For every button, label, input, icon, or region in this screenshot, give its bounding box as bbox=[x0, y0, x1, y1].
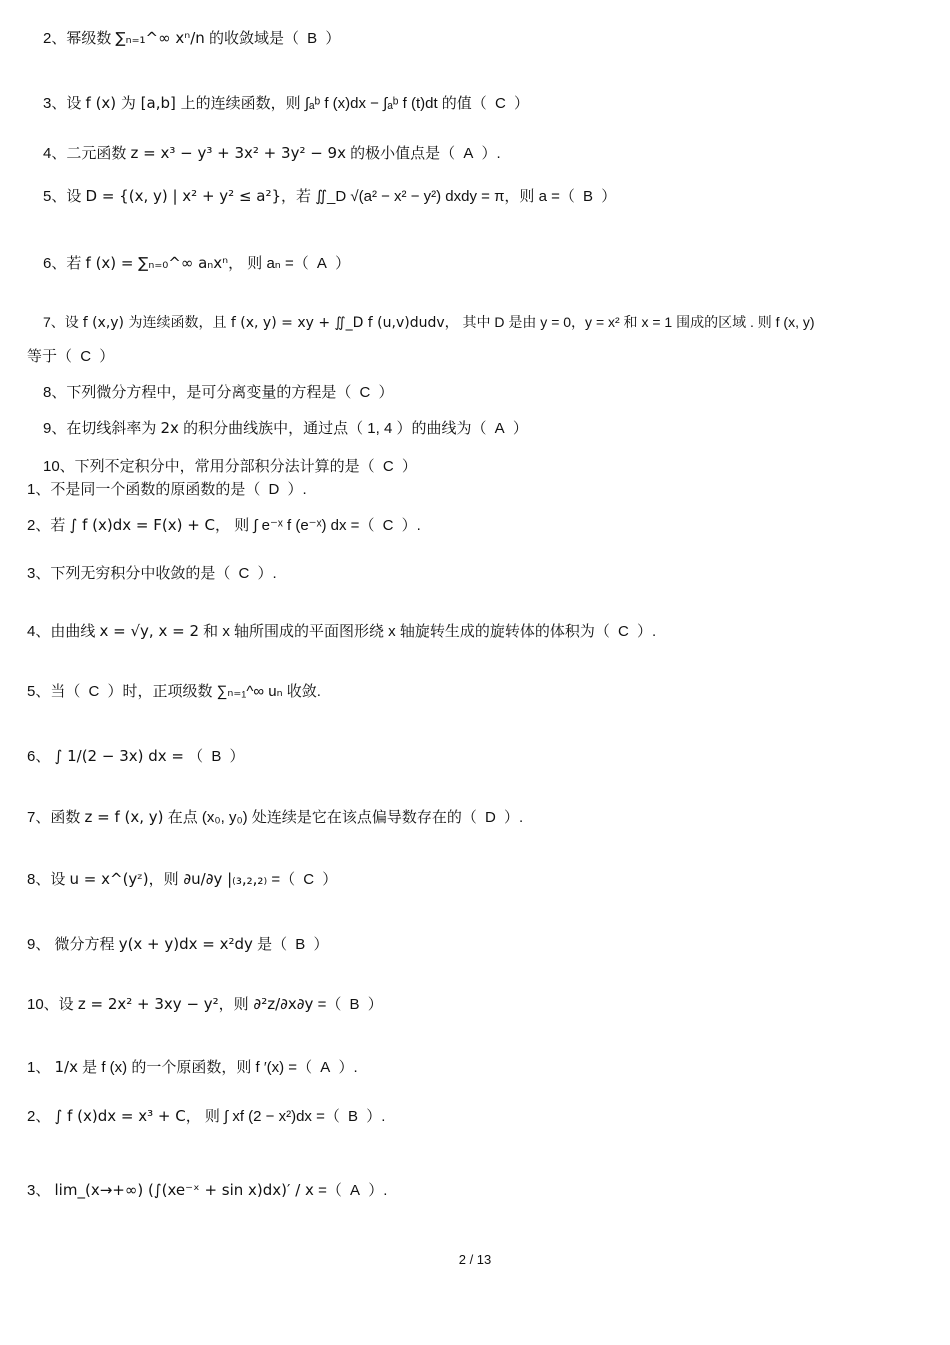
question-item: 5、设 D = {(x, y) | x² + y² ≤ a²}，若 ∬_D √(a² − x² − y²) dxdy = π，则 a =（ B ） bbox=[43, 187, 617, 205]
question-item: 6、若 f (x) = ∑ₙ₌₀^∞ aₙxⁿ， 则 aₙ =（ A ） bbox=[43, 254, 351, 272]
question-item: 10、下列不定积分中，常用分部积分法计算的是（ C ） bbox=[43, 458, 417, 475]
question-item: 2、幂级数 ∑ₙ₌₁^∞ xⁿ/n 的收敛域是（ B ） bbox=[43, 29, 341, 47]
question-item: 1、 1/x 是 f (x) 的一个原函数，则 f ′(x) =（ A ）. bbox=[27, 1058, 358, 1076]
page-number: 2 / 13 bbox=[458, 1252, 492, 1267]
question-item: 6、 ∫ 1/(2 − 3x) dx = （ B ） bbox=[27, 747, 245, 765]
question-item: 3、设 f (x) 为 [a,b] 上的连续函数，则 ∫ₐᵇ f (x)dx − ∫ₐᵇ f (t)dt 的值（ C ） bbox=[43, 94, 529, 112]
question-item: 8、设 u = x^(yᶻ)，则 ∂u/∂y |₍₃,₂,₂₎ =（ C ） bbox=[27, 870, 338, 888]
question-item: 4、由曲线 x = √y, x = 2 和 x 轴所围成的平面图形绕 x 轴旋转生成的旋转体的体积为（ C ）. bbox=[27, 622, 657, 640]
question-item: 9、在切线斜率为 2x 的积分曲线族中，通过点（ 1, 4 ）的曲线为（ A ） bbox=[43, 419, 528, 437]
question-item: 7、函数 z = f (x, y) 在点 (x₀, y₀) 处连续是它在该点偏导数存在的（ D ）. bbox=[27, 808, 524, 826]
question-item: 2、若 ∫ f (x)dx = F(x) + C， 则 ∫ e⁻ˣ f (e⁻ˣ) dx =（ C ）. bbox=[27, 516, 421, 534]
question-item: 3、 lim_(x→+∞) (∫(xe⁻ˣ + sin x)dx)′ / x =（ A ）. bbox=[27, 1181, 388, 1199]
question-item: 9、 微分方程 y(x + y)dx = x²dy 是（ B ） bbox=[27, 935, 329, 953]
question-item: 3、下列无穷积分中收敛的是（ C ）. bbox=[27, 565, 277, 582]
question-item: 4、二元函数 z = x³ − y³ + 3x² + 3y² − 9x 的极小值点是（ A ）. bbox=[43, 144, 501, 162]
question-item-continued: 等于（ C ） bbox=[27, 348, 115, 365]
question-item: 10、设 z = 2x² + 3xy − y²，则 ∂²z/∂x∂y =（ B ） bbox=[27, 995, 383, 1013]
question-item: 5、当（ C ）时，正项级数 ∑ₙ₌₁^∞ uₙ 收敛. bbox=[27, 683, 321, 700]
question-item: 8、下列微分方程中，是可分离变量的方程是（ C ） bbox=[43, 384, 394, 401]
question-item: 2、 ∫ f (x)dx = x³ + C， 则 ∫ xf (2 − x²)dx =（ B ）. bbox=[27, 1107, 386, 1125]
question-item: 7、设 f (x,y) 为连续函数，且 f (x, y) = xy + ∬_D f (u,v)dudv， 其中 D 是由 y = 0，y = x² 和 x = 1 围成的区域 . 则 f (x, y) bbox=[43, 314, 815, 331]
question-item: 1、不是同一个函数的原函数的是（ D ）. bbox=[27, 481, 307, 498]
